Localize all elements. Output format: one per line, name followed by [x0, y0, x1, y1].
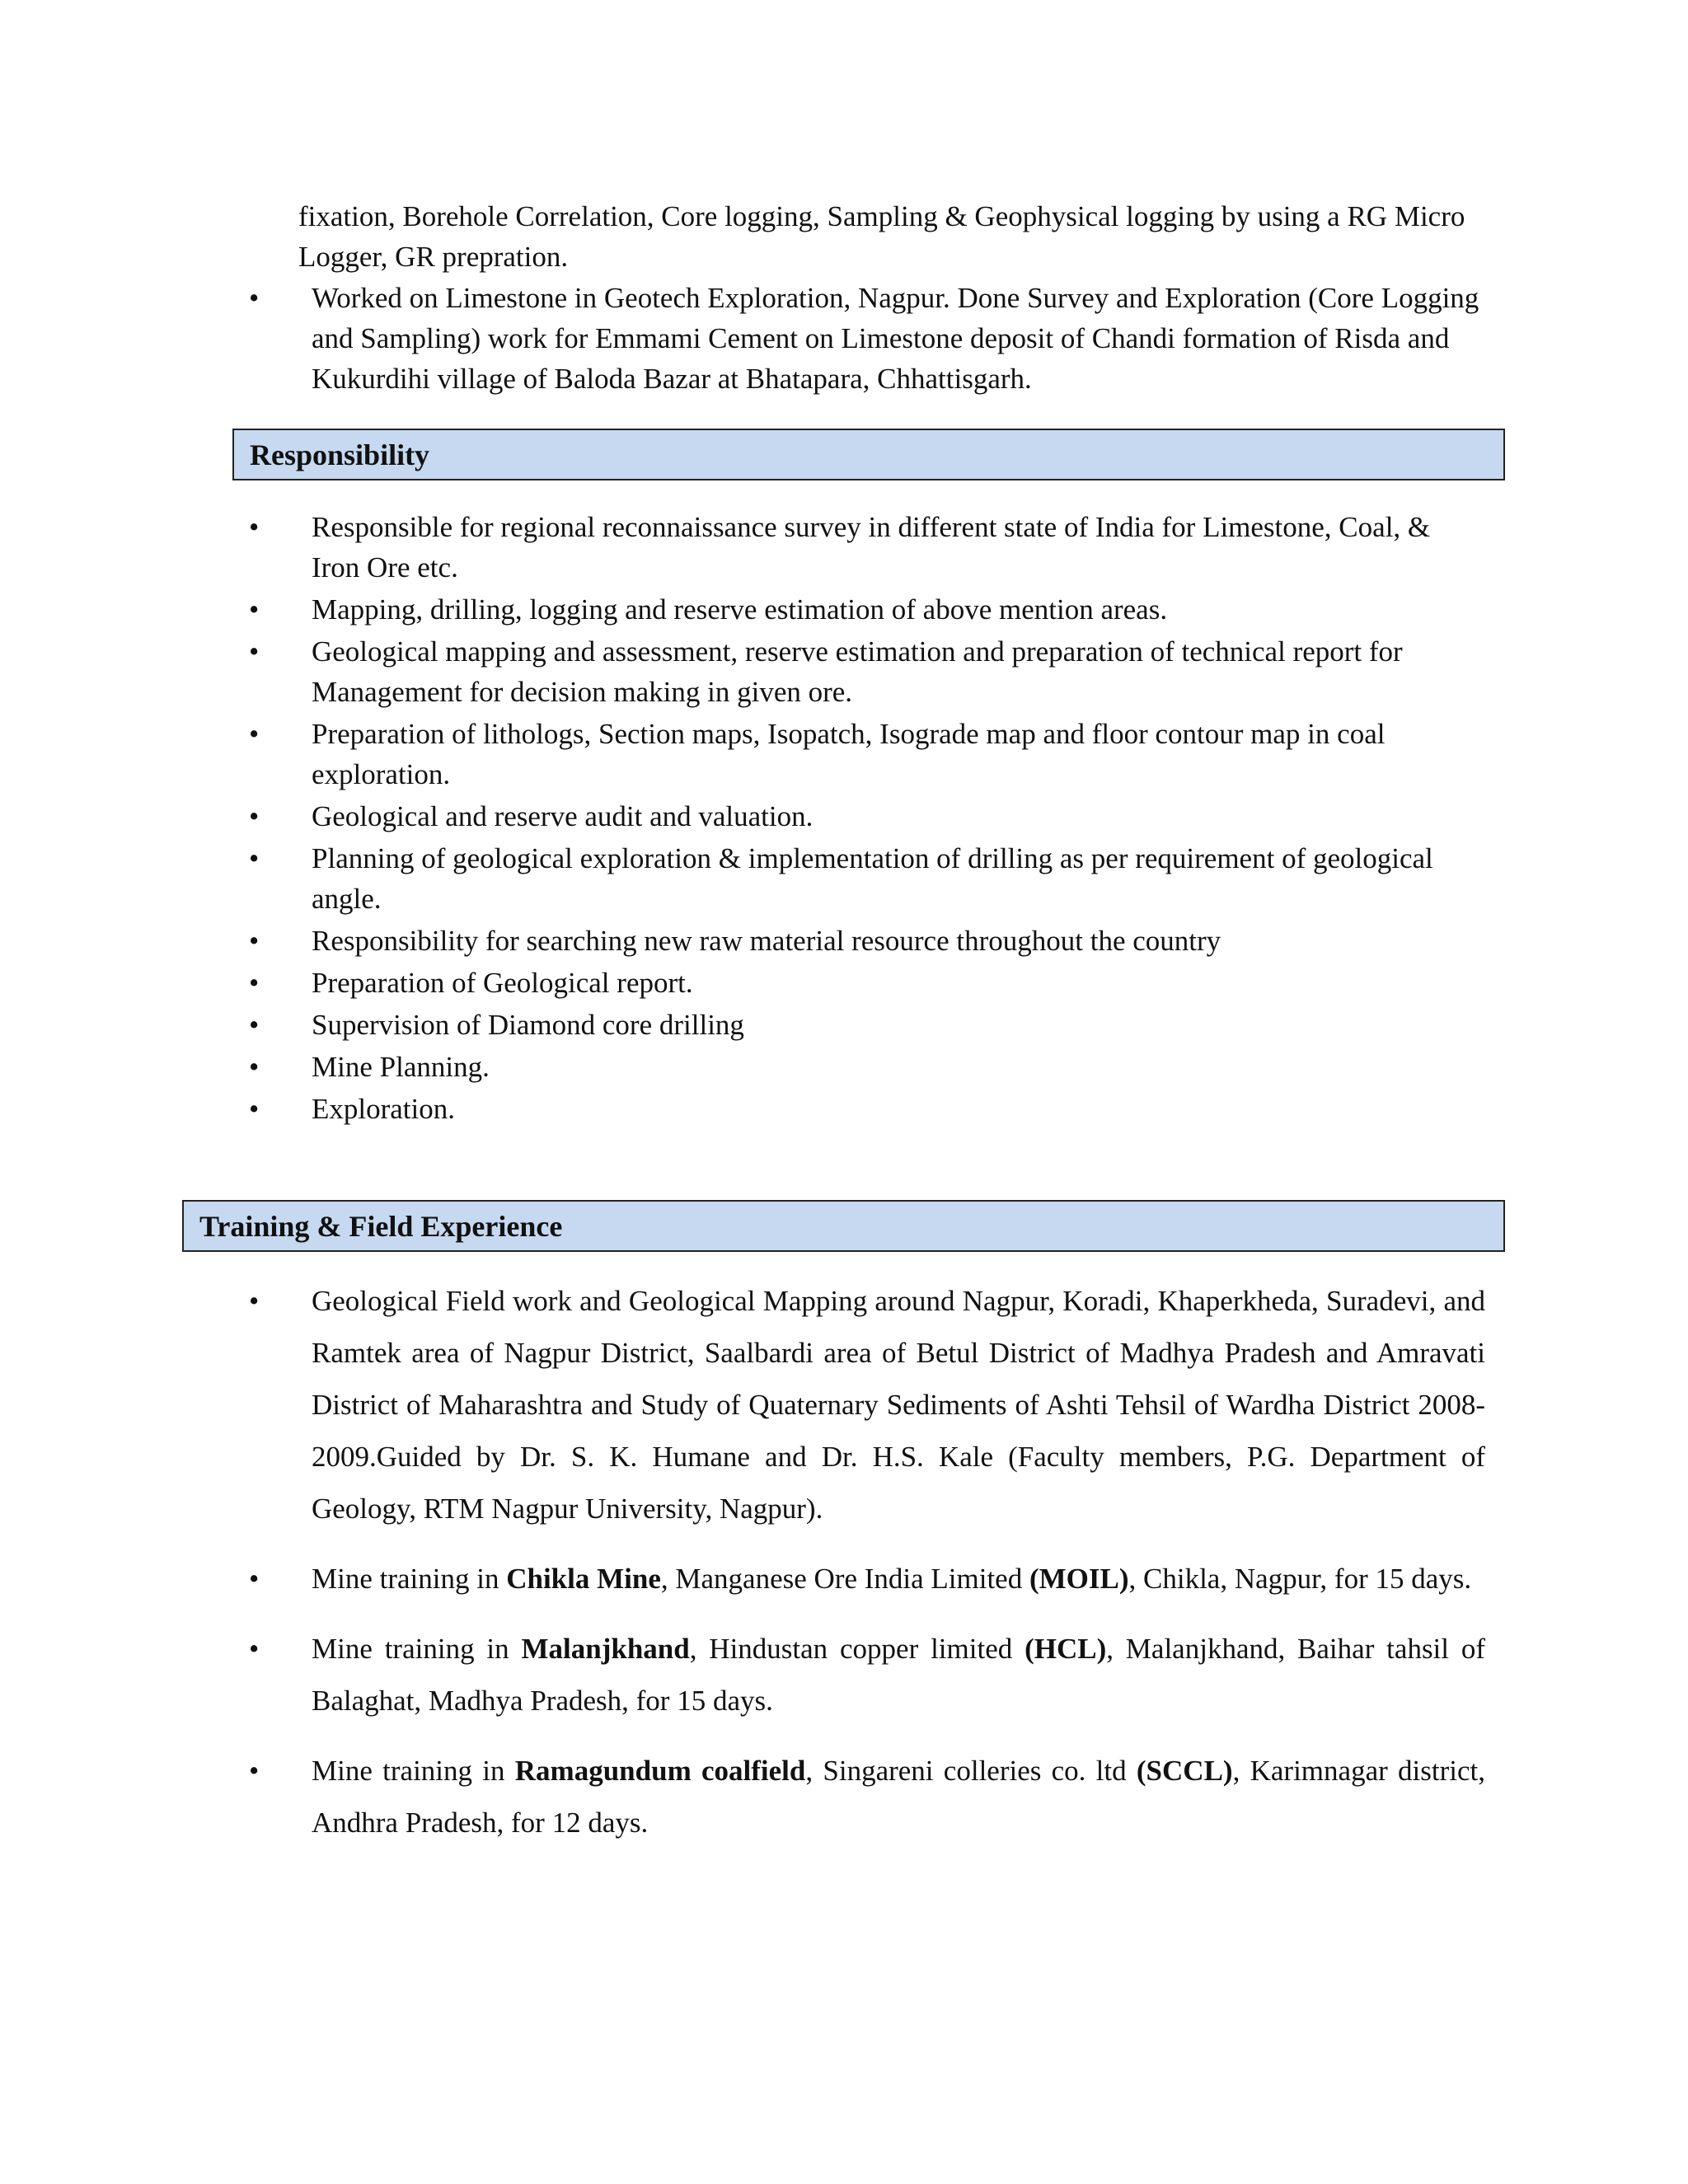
bullet-icon: • — [249, 1563, 260, 1595]
intro-bullet-list — [249, 278, 1485, 401]
bullet-icon: • — [249, 1285, 260, 1317]
bullet-icon: • — [249, 1051, 260, 1083]
list-item: • Worked on Limestone in Geotech Exploration, Nagpur. Done Survey and Exploration (Core Logging and Sampling) work for Emmami Cement on Limestone deposit of Chandi formation of Risda and Kukurdihi village of Baloda Bazar at Bhatapara, Chhattisgarh. — [249, 278, 1485, 399]
bullet-icon: • — [249, 593, 260, 626]
list-item: • Exploration. — [249, 1089, 1485, 1129]
bullet-icon: • — [249, 282, 260, 314]
list-item: • Responsible for regional reconnaissance survey in different state of India for Limestone, Coal, & Iron Ore etc. — [249, 507, 1485, 588]
list-item: • Planning of geological exploration & implementation of drilling as per requirement of geological angle. — [249, 838, 1485, 919]
continued-paragraph: fixation, Borehole Correlation, Core logging, Sampling & Geophysical logging by using a RG Micro Logger, GR prepration. — [298, 200, 1465, 273]
list-item: • Mine Planning. — [249, 1047, 1485, 1087]
list-item: • Responsibility for searching new raw material resource throughout the country — [249, 921, 1485, 961]
list-item: • Mine training in Chikla Mine, Manganese Ore India Limited (MOIL), Chikla, Nagpur, for 15 days. — [249, 1553, 1485, 1605]
company-abbr: (HCL) — [1025, 1633, 1107, 1665]
bullet-icon: • — [249, 800, 260, 832]
bullet-icon: • — [249, 1755, 260, 1787]
responsibility-heading: Responsibility — [232, 429, 1505, 480]
list-item: • Preparation of lithologs, Section maps, Isopatch, Isograde map and floor contour map in coal exploration. — [249, 714, 1485, 794]
bullet-icon: • — [249, 635, 260, 668]
mine-name: Ramagundum coalfield — [514, 1755, 806, 1787]
list-item: • Mine training in Malanjkhand, Hindustan copper limited (HCL), Malanjkhand, Baihar tahsil of Balaghat, Madhya Pradesh, for 15 days. — [249, 1623, 1485, 1727]
company-abbr: (SCCL) — [1136, 1755, 1233, 1787]
bullet-icon: • — [249, 925, 260, 957]
bullet-icon: • — [249, 967, 260, 999]
mine-name: Chikla Mine — [506, 1563, 661, 1595]
bullet-icon: • — [249, 511, 260, 543]
list-item: • Mapping, drilling, logging and reserve estimation of above mention areas. — [249, 589, 1485, 630]
list-item: • Geological mapping and assessment, reserve estimation and preparation of technical report for Management for decision making in given ore. — [249, 631, 1485, 712]
list-item: • Supervision of Diamond core drilling — [249, 1005, 1485, 1045]
list-item: • Geological Field work and Geological Mapping around Nagpur, Koradi, Khaperkheda, Suradevi, and Ramtek area of Nagpur District, Saalbardi area of Betul District of Madhya Pradesh and Amravati District of Maharashtra and Study of Quaternary Sediments of Ashti Tehsil of Wardha District 2008-2009.Guided by Dr. S. K. Humane and Dr. H.S. Kale (Faculty members, P.G. Department of Geology, RTM Nagpur University, Nagpur). — [249, 1275, 1485, 1535]
list-item: • Mine training in Ramagundum coalfield, Singareni colleries co. ltd (SCCL), Karimnagar district, Andhra Pradesh, for 12 days. — [249, 1745, 1485, 1849]
bullet-icon: • — [249, 718, 260, 750]
mine-name: Malanjkhand — [521, 1633, 690, 1665]
list-item: • Geological and reserve audit and valuation. — [249, 796, 1485, 837]
responsibility-list — [249, 507, 1485, 1131]
bullet-icon: • — [249, 842, 260, 874]
bullet-icon: • — [249, 1633, 260, 1665]
bullet-icon: • — [249, 1009, 260, 1041]
company-abbr: (MOIL) — [1029, 1563, 1129, 1595]
bullet-icon: • — [249, 1093, 260, 1125]
list-item: • Preparation of Geological report. — [249, 963, 1485, 1003]
training-list — [249, 1275, 1485, 1867]
training-heading: Training & Field Experience — [182, 1200, 1505, 1252]
